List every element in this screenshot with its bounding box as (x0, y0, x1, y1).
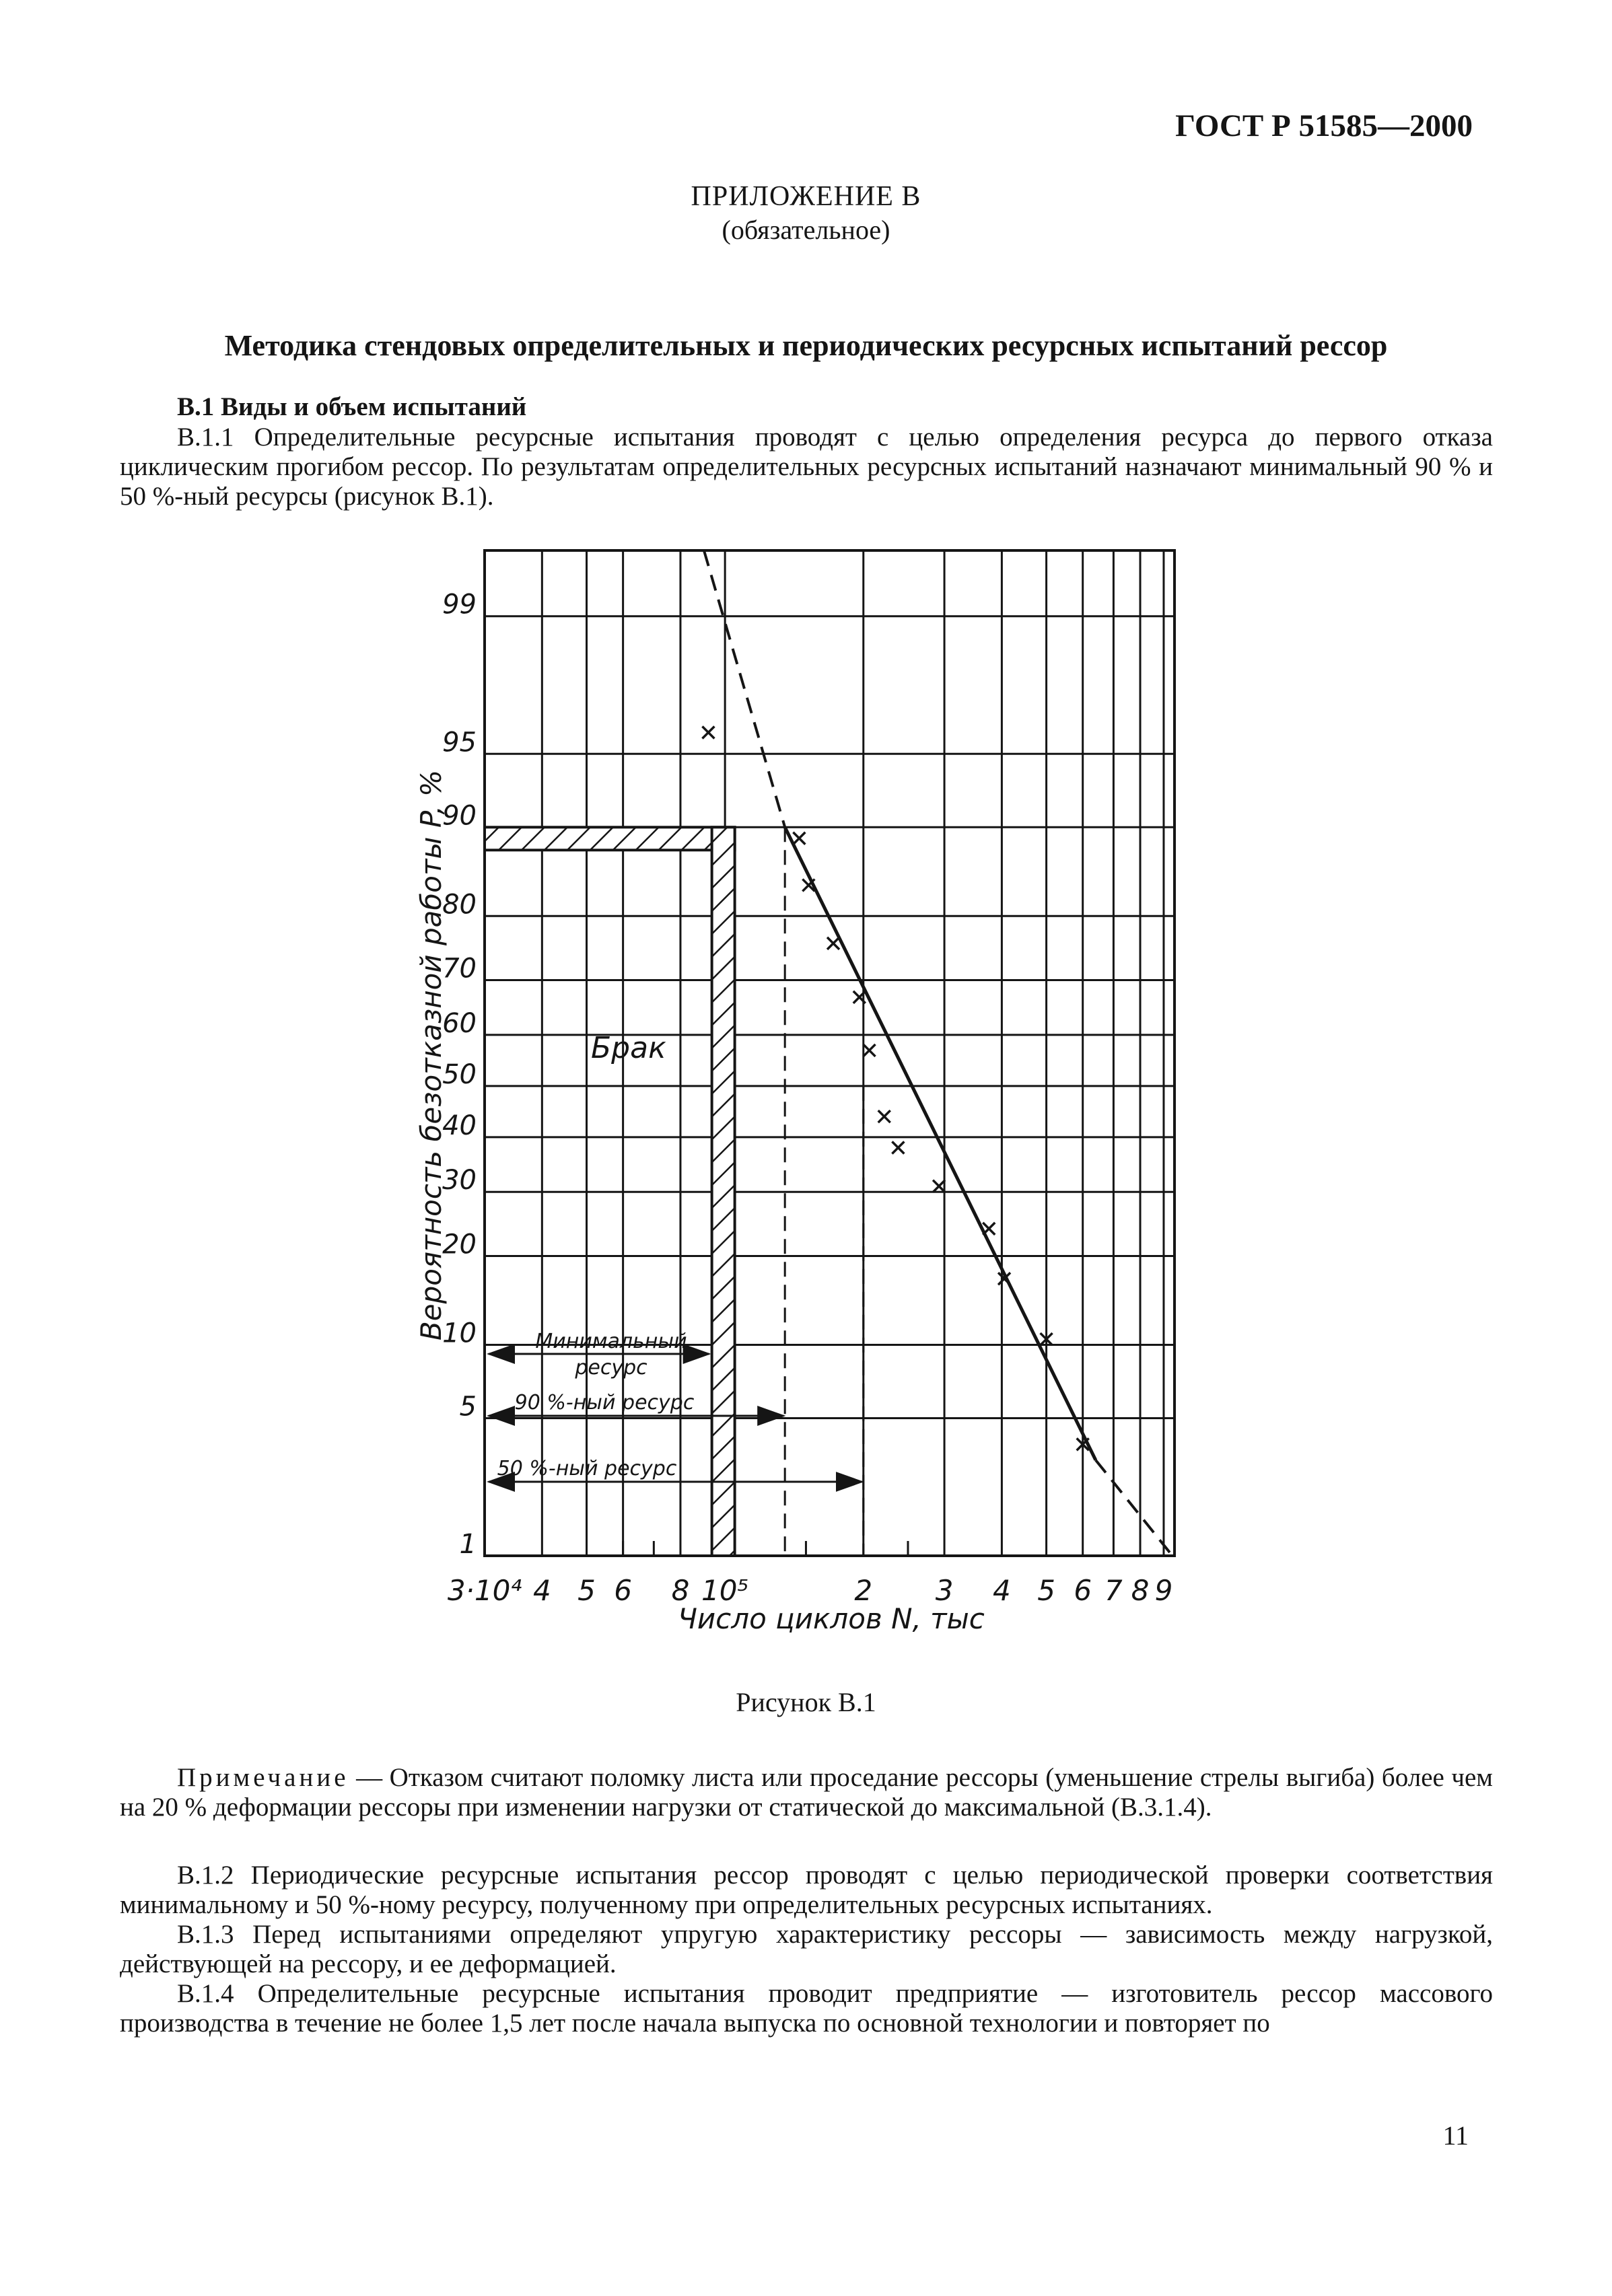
y-axis-label: Вероятность безотказной работы P, % (415, 769, 448, 1341)
chart-series (702, 550, 1172, 1556)
note-label: Примечание (177, 1763, 349, 1792)
y-tick-label: 99 (442, 589, 477, 620)
paragraph-b11-text: В.1.1 Определительные ресурсные испытания проводят с целью определения ресурса до первого отказа циклическим прогибом рессор. По результатам определительных ресурсных испытаний назначают минимальный 90 % и 50 %-ный ресурсы (рисунок В.1). (120, 423, 1493, 511)
y-tick-label: 1 (459, 1529, 477, 1560)
figure-caption: Рисунок В.1 (736, 1687, 876, 1717)
reject-zone-column (712, 827, 735, 1556)
y-tick-label: 70 (442, 953, 477, 984)
min-resource-label-line1: Минимальный (535, 1330, 687, 1353)
y-tick-label: 90 (442, 800, 477, 832)
y-tick-label: 80 (442, 889, 477, 921)
note-paragraph (120, 1763, 1493, 1822)
y-tick-label: 10 (442, 1318, 477, 1349)
y-tick-label: 40 (442, 1110, 477, 1141)
data-point-marker (793, 832, 805, 845)
x-tick-label: 2 (854, 1574, 873, 1607)
note-text: — Отказом считают поломку листа или проседание рессоры (уменьшение стрелы выгиба) более чем на 20 % деформации рессоры при изменении нагрузки от статической до максимальной (В.3.1.4). (120, 1763, 1493, 1822)
paragraph-b14-text: В.1.4 Определительные ресурсные испытания проводит предприятие — изготовитель рессор массового производства в течение не более 1,5 лет после начала выпуска по основной технологии и повторяет по (120, 1979, 1493, 2038)
y-tick-label: 5 (459, 1391, 477, 1423)
paragraph-b12-text: В.1.2 Периодические ресурсные испытания рессор проводят с целью периодической проверки соответствия минимальному и 50 %-ному ресурсу, полученному при определительных ресурсных испытаниях. (120, 1861, 1493, 1919)
x-tick-label: 10⁵ (701, 1574, 749, 1607)
x-tick-label: 6 (614, 1574, 632, 1607)
y-tick-label: 50 (442, 1059, 477, 1090)
fit-line-extension (1096, 1460, 1172, 1556)
x-tick-label: 5 (577, 1574, 596, 1607)
fit-line (785, 827, 1096, 1460)
section-heading: В.1 Виды и объем испытаний (177, 392, 527, 421)
x-tick-label: 8 (671, 1574, 690, 1607)
y-tick-label: 20 (442, 1229, 477, 1260)
x-tick-label: 6 (1074, 1574, 1092, 1607)
paragraph-b13 (120, 1920, 1493, 1979)
appendix-status: (обязательное) (722, 215, 890, 245)
x-tick-label: 4 (993, 1574, 1011, 1607)
reject-zone-band (485, 827, 735, 850)
x-tick-label: 5 (1037, 1574, 1055, 1607)
paragraph-b12 (120, 1861, 1493, 1920)
y-tick-label: 95 (442, 727, 477, 758)
x-tick-label: 3 (935, 1574, 954, 1607)
standard-code: ГОСТ Р 51585—2000 (1175, 108, 1473, 143)
x-tick-label: 8 (1131, 1574, 1150, 1607)
x-tick-label: 7 (1105, 1574, 1123, 1607)
x-tick-label: 4 (532, 1574, 551, 1607)
paragraph-b14 (120, 1979, 1493, 2038)
data-point-marker (878, 1110, 890, 1122)
reject-zone-label: Брак (591, 1031, 666, 1065)
data-point-marker (892, 1142, 904, 1154)
y-tick-label: 60 (442, 1007, 477, 1039)
paragraph-b13-text: В.1.3 Перед испытаниями определяют упругую характеристику рессоры — зависимость между нагрузкой, действующей на рессору, и ее деформацией. (120, 1920, 1493, 1978)
min-resource-label-line2: ресурс (575, 1356, 647, 1379)
resource-50-label: 50 %-ный ресурс (497, 1457, 677, 1480)
x-axis-label: Число циклов N, тыс (678, 1602, 985, 1635)
x-tick-label: 3·10⁴ (447, 1574, 522, 1607)
resource-90-label: 90 %-ный ресурс (514, 1391, 695, 1414)
page-number: 11 (1442, 2120, 1469, 2151)
data-point-marker (864, 1044, 876, 1056)
document-title: Методика стендовых определительных и периодических ресурсных испытаний рессор (224, 329, 1388, 362)
x-tick-label: 9 (1154, 1574, 1173, 1607)
data-point-marker (702, 727, 714, 739)
fit-line-extension (704, 550, 785, 827)
y-tick-label: 30 (442, 1165, 477, 1196)
data-point-marker (933, 1180, 945, 1192)
appendix-title: ПРИЛОЖЕНИЕ В (691, 181, 921, 212)
chart-ticks (442, 589, 1172, 1607)
data-point-marker (827, 937, 839, 949)
